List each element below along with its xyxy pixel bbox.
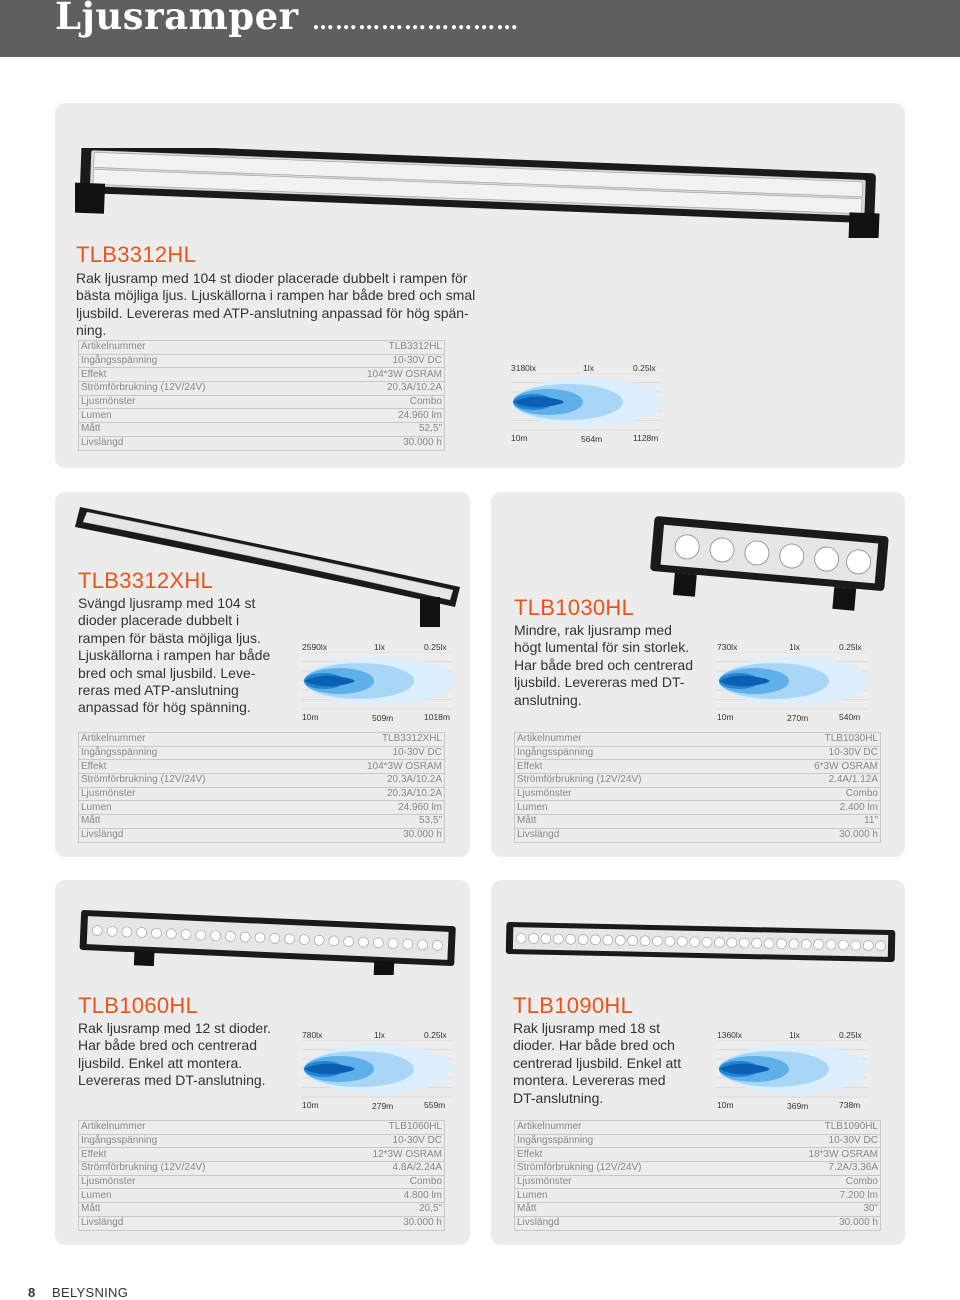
beam-pattern xyxy=(717,642,887,722)
spec-row-power xyxy=(79,760,445,774)
spec-row-current xyxy=(79,382,445,396)
spec-value: 20.3A/10.2A xyxy=(305,774,445,788)
spec-row-life xyxy=(515,1216,881,1230)
spec-row-pattern xyxy=(79,787,445,801)
spec-label: Mått xyxy=(79,815,305,829)
product-card-tlb3312xhl xyxy=(55,492,470,857)
spec-value: 10-30V DC xyxy=(305,354,445,368)
spec-label: Effekt xyxy=(79,760,305,774)
beam-label-lux_1: 1lx xyxy=(789,642,800,652)
beam-shape xyxy=(717,1040,867,1098)
spec-row-lumen xyxy=(79,1189,445,1203)
spec-row-lumen xyxy=(79,409,445,423)
light-bar-image xyxy=(503,920,898,970)
spec-row-size xyxy=(79,1203,445,1217)
spec-label: Lumen xyxy=(515,1189,748,1203)
page-title: Ljusramper ……………………… xyxy=(55,0,520,38)
spec-value: 24.960 lm xyxy=(305,801,445,815)
spec-table xyxy=(78,732,445,843)
spec-label: Ingångsspänning xyxy=(79,1134,312,1148)
spec-row-power xyxy=(515,760,881,774)
spec-value: 104*3W OSRAM xyxy=(305,760,445,774)
beam-label-lux_1: 1lx xyxy=(583,363,594,373)
spec-row-voltage xyxy=(79,354,445,368)
spec-label: Lumen xyxy=(79,409,305,423)
beam-label-lux_max: 730lx xyxy=(717,642,738,652)
beam-shape xyxy=(302,652,452,710)
spec-row-lumen xyxy=(515,801,881,815)
spec-row-power xyxy=(79,368,445,382)
spec-value: 30.000 h xyxy=(754,828,881,842)
beam-label-lux_max: 1360lx xyxy=(717,1030,743,1040)
spec-label: Artikelnummer xyxy=(515,1121,748,1135)
spec-label: Effekt xyxy=(79,368,305,382)
beam-pattern xyxy=(302,642,472,722)
beam-label-d1: 279m xyxy=(372,1101,394,1111)
spec-value: 6*3W OSRAM xyxy=(754,760,881,774)
spec-label: Lumen xyxy=(79,801,305,815)
spec-label: Ljusmönster xyxy=(515,1175,748,1189)
spec-value: TLB1030HL xyxy=(754,733,881,747)
spec-row-pattern xyxy=(79,395,445,409)
spec-table xyxy=(78,1120,445,1231)
spec-label: Livslängd xyxy=(515,1216,748,1230)
beam-label-lux_max: 780lx xyxy=(302,1030,323,1040)
spec-label: Strömförbrukning (12V/24V) xyxy=(79,382,305,396)
spec-label: Ingångsspänning xyxy=(515,1134,748,1148)
beam-label-d1: 369m xyxy=(787,1101,809,1111)
beam-label-lux_max: 3180lx xyxy=(511,363,537,373)
spec-row-current xyxy=(515,1162,881,1176)
product-card-tlb1060hl xyxy=(55,880,470,1245)
beam-label-d2: 1128m xyxy=(633,433,659,443)
beam-label-d1: 509m xyxy=(372,713,394,723)
product-description: Svängd ljusramp med 104 st dioder placerade dubbelt i rampen för bästa möjliga ljus. Ljuskällorna i rampen har både bred och smal ljusbild. Leve- reras med ATP-anslutning anpassad för hög spänning. xyxy=(78,595,271,716)
spec-row-lumen xyxy=(79,801,445,815)
beam-label-lux_1: 1lx xyxy=(374,642,385,652)
spec-value: 10-30V DC xyxy=(754,746,881,760)
spec-label: Strömförbrukning (12V/24V) xyxy=(515,1162,748,1176)
spec-row-size xyxy=(515,815,881,829)
spec-label: Artikelnummer xyxy=(79,733,305,747)
product-title: TLB1090HL xyxy=(513,993,634,1018)
spec-row-voltage xyxy=(79,746,445,760)
beam-shape xyxy=(717,652,867,710)
beam-label-lux_max: 2590lx xyxy=(302,642,328,652)
product-title: TLB1030HL xyxy=(514,595,635,620)
spec-label: Lumen xyxy=(79,1189,312,1203)
beam-label-d1: 270m xyxy=(787,713,809,723)
beam-pattern xyxy=(511,363,681,443)
product-card-tlb3312hl xyxy=(55,103,905,468)
spec-value: 30.000 h xyxy=(311,1216,444,1230)
spec-row-article xyxy=(515,1121,881,1135)
spec-label: Ljusmönster xyxy=(79,787,305,801)
product-description: Rak ljusramp med 12 st dioder. Har både bred och centrerad ljusbild. Enkel att montera. Levereras med DT-anslutning. xyxy=(78,1020,271,1089)
spec-value: 10-30V DC xyxy=(305,746,445,760)
spec-value: Combo xyxy=(754,787,881,801)
spec-label: Effekt xyxy=(515,760,754,774)
beam-label-d0: 10m xyxy=(511,433,528,443)
spec-label: Mått xyxy=(515,1203,748,1217)
beam-label-d0: 10m xyxy=(302,712,319,722)
spec-value: 10-30V DC xyxy=(747,1134,880,1148)
spec-value: TLB1090HL xyxy=(747,1121,880,1135)
light-bar-image xyxy=(75,148,880,238)
spec-value: 10-30V DC xyxy=(311,1134,444,1148)
spec-row-current xyxy=(79,774,445,788)
spec-value: TLB3312XHL xyxy=(305,733,445,747)
spec-table xyxy=(514,1120,881,1231)
spec-label: Strömförbrukning (12V/24V) xyxy=(79,774,305,788)
spec-value: 24.960 lm xyxy=(305,409,445,423)
beam-label-d2: 1018m xyxy=(424,712,450,722)
spec-label: Ljusmönster xyxy=(515,787,754,801)
spec-row-pattern xyxy=(79,1175,445,1189)
spec-label: Livslängd xyxy=(79,828,305,842)
spec-label: Ingångsspänning xyxy=(79,354,305,368)
spec-value: 20.3A/10.2A xyxy=(305,787,445,801)
beam-label-d0: 10m xyxy=(717,712,734,722)
spec-value: 4.800 lm xyxy=(311,1189,444,1203)
spec-label: Mått xyxy=(79,1203,312,1217)
spec-label: Mått xyxy=(79,423,305,437)
beam-label-d0: 10m xyxy=(717,1100,734,1110)
spec-label: Livslängd xyxy=(515,828,754,842)
spec-row-lumen xyxy=(515,1189,881,1203)
beam-pattern xyxy=(302,1030,472,1110)
spec-row-life xyxy=(79,1216,445,1230)
spec-value: 52,5" xyxy=(305,423,445,437)
spec-value: 53,5" xyxy=(305,815,445,829)
beam-shape xyxy=(302,1040,452,1098)
product-title: TLB1060HL xyxy=(78,993,199,1018)
beam-label-lux_025: 0.25lx xyxy=(839,642,862,652)
beam-label-d1: 564m xyxy=(581,434,603,444)
spec-row-article xyxy=(79,341,445,355)
spec-value: Combo xyxy=(311,1175,444,1189)
beam-label-lux_1: 1lx xyxy=(374,1030,385,1040)
spec-value: Combo xyxy=(305,395,445,409)
spec-value: 30.000 h xyxy=(305,436,445,450)
spec-row-voltage xyxy=(515,746,881,760)
spec-row-power xyxy=(515,1148,881,1162)
section-label: BELYSNING xyxy=(52,1285,129,1300)
spec-row-life xyxy=(79,436,445,450)
spec-value: 30.000 h xyxy=(305,828,445,842)
spec-value: 30.000 h xyxy=(747,1216,880,1230)
spec-row-article xyxy=(79,733,445,747)
product-card-tlb1030hl xyxy=(491,492,905,857)
spec-label: Effekt xyxy=(515,1148,748,1162)
spec-row-article xyxy=(79,1121,445,1135)
spec-label: Artikelnummer xyxy=(79,341,305,355)
spec-value: 12*3W OSRAM xyxy=(311,1148,444,1162)
spec-value: 18*3W OSRAM xyxy=(747,1148,880,1162)
spec-value: 7.2A/3.36A xyxy=(747,1162,880,1176)
beam-label-d2: 738m xyxy=(839,1100,861,1110)
spec-row-current xyxy=(79,1162,445,1176)
spec-label: Ingångsspänning xyxy=(515,746,754,760)
spec-row-pattern xyxy=(515,1175,881,1189)
spec-label: Livslängd xyxy=(79,1216,312,1230)
product-card-tlb1090hl xyxy=(491,880,905,1245)
spec-value: 2.4A/1.12A xyxy=(754,774,881,788)
spec-label: Strömförbrukning (12V/24V) xyxy=(515,774,754,788)
spec-label: Ingångsspänning xyxy=(79,746,305,760)
beam-label-lux_025: 0.25lx xyxy=(424,1030,447,1040)
beam-label-lux_1: 1lx xyxy=(789,1030,800,1040)
light-bar-image xyxy=(646,514,891,614)
spec-label: Ljusmönster xyxy=(79,395,305,409)
product-title: TLB3312HL xyxy=(76,242,197,267)
spec-row-voltage xyxy=(79,1134,445,1148)
spec-value: 104*3W OSRAM xyxy=(305,368,445,382)
beam-label-d2: 559m xyxy=(424,1100,446,1110)
spec-value: 20.3A/10.2A xyxy=(305,382,445,396)
spec-row-size xyxy=(79,423,445,437)
spec-row-size xyxy=(515,1203,881,1217)
product-description: Mindre, rak ljusramp med högt lumental för sin storlek. Har både bred och centrerad ljusbild. Levereras med DT- anslutning. xyxy=(514,622,693,708)
spec-value: 4.8A/2.24A xyxy=(311,1162,444,1176)
beam-label-lux_025: 0.25lx xyxy=(424,642,447,652)
spec-value: TLB1060HL xyxy=(311,1121,444,1135)
page-header xyxy=(0,0,960,57)
spec-label: Lumen xyxy=(515,801,754,815)
spec-row-life xyxy=(79,828,445,842)
spec-row-life xyxy=(515,828,881,842)
spec-row-size xyxy=(79,815,445,829)
spec-value: 7.200 lm xyxy=(747,1189,880,1203)
spec-row-pattern xyxy=(515,787,881,801)
page-number: 8 xyxy=(28,1285,36,1300)
spec-label: Artikelnummer xyxy=(79,1121,312,1135)
beam-label-lux_025: 0.25lx xyxy=(839,1030,862,1040)
spec-row-voltage xyxy=(515,1134,881,1148)
spec-value: 11" xyxy=(754,815,881,829)
spec-table xyxy=(78,340,445,451)
spec-label: Effekt xyxy=(79,1148,312,1162)
spec-row-current xyxy=(515,774,881,788)
spec-value: 20,5" xyxy=(311,1203,444,1217)
beam-label-d0: 10m xyxy=(302,1100,319,1110)
spec-value: TLB3312HL xyxy=(305,341,445,355)
product-description: Rak ljusramp med 104 st dioder placerade dubbelt i rampen för bästa möjliga ljus. Ljuskällorna i rampen har både bred och smal ljusbild. Levereras med ATP-anslutning anpassad för hög spän- ning. xyxy=(76,270,476,339)
spec-label: Livslängd xyxy=(79,436,305,450)
spec-value: 2.400 lm xyxy=(754,801,881,815)
spec-table xyxy=(514,732,881,843)
spec-label: Ljusmönster xyxy=(79,1175,312,1189)
beam-shape xyxy=(511,373,661,431)
spec-label: Artikelnummer xyxy=(515,733,754,747)
beam-pattern xyxy=(717,1030,887,1110)
spec-value: 30" xyxy=(747,1203,880,1217)
product-title: TLB3312XHL xyxy=(78,568,214,593)
spec-value: Combo xyxy=(747,1175,880,1189)
spec-row-article xyxy=(515,733,881,747)
beam-label-lux_025: 0.25lx xyxy=(633,363,656,373)
spec-label: Mått xyxy=(515,815,754,829)
spec-row-power xyxy=(79,1148,445,1162)
light-bar-image xyxy=(75,910,460,975)
product-description: Rak ljusramp med 18 st dioder. Har både bred och centrerad ljusbild. Enkel att montera. Levereras med DT-anslutning. xyxy=(513,1020,682,1106)
beam-label-d2: 540m xyxy=(839,712,861,722)
spec-label: Strömförbrukning (12V/24V) xyxy=(79,1162,312,1176)
